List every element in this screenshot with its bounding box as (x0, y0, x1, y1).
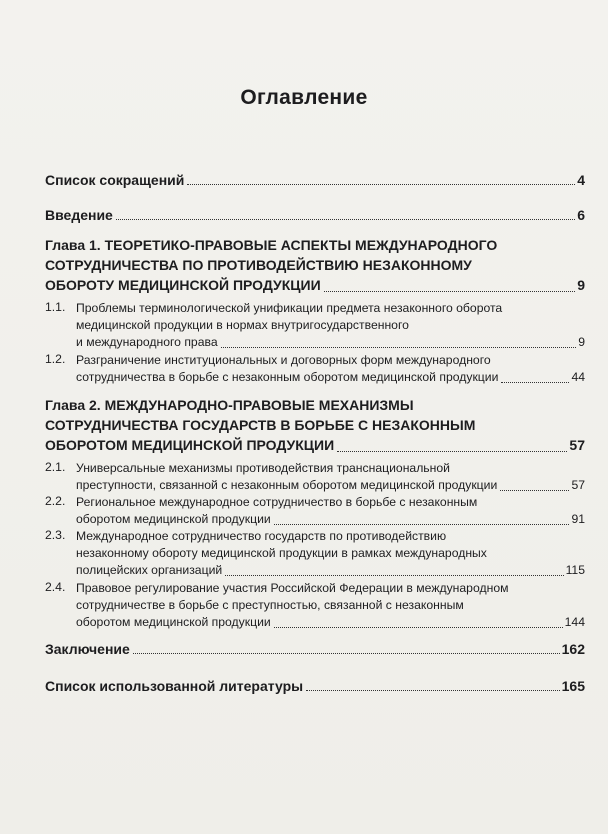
section-title-line: Международное сотрудничество государств по противодействию (76, 529, 447, 543)
section-number: 2.1. (45, 460, 66, 474)
section-number: 2.2. (45, 494, 66, 508)
toc-page-number: 4 (577, 172, 585, 188)
dot-leader (274, 524, 570, 525)
toc-page-number: 6 (577, 207, 585, 223)
toc-section-1-2[interactable] (45, 352, 585, 388)
toc-page-number: 9 (578, 335, 585, 349)
chapter-title-line: Глава 1. ТЕОРЕТИКО-ПРАВОВЫЕ АСПЕКТЫ МЕЖДУНАРОДНОГО (45, 237, 498, 253)
toc-section-2-1[interactable] (45, 460, 585, 494)
section-last-line (76, 477, 585, 494)
dot-leader (337, 451, 567, 452)
toc-section-1-1[interactable] (45, 300, 585, 352)
section-title-line: полицейских организаций (76, 563, 223, 577)
chapter-title-line: СОТРУДНИЧЕСТВА ГОСУДАРСТВ В БОРЬБЕ С НЕЗАКОННЫМ (45, 417, 476, 433)
toc-page-number: 57 (571, 478, 585, 492)
dot-leader (116, 219, 575, 220)
section-title-line: оборотом медицинской продукции (76, 512, 271, 526)
chapter-title-last-line (45, 275, 585, 295)
section-title-line: преступности, связанной с незаконным оборотом медицинской продукции (76, 478, 498, 492)
toc-entry-label: Заключение (45, 641, 130, 657)
toc-chapter-1[interactable] (45, 235, 585, 295)
section-title-line: Универсальные механизмы противодействия транснациональной (76, 461, 450, 475)
dot-leader (187, 184, 575, 185)
toc-entry-abbreviations[interactable] (45, 172, 585, 188)
chapter-title-line: СОТРУДНИЧЕСТВА ПО ПРОТИВОДЕЙСТВИЮ НЕЗАКОННОМУ (45, 257, 472, 273)
toc-page-number: 115 (565, 563, 585, 577)
section-last-line (76, 369, 585, 386)
dot-leader (501, 382, 569, 383)
dot-leader (225, 575, 563, 576)
section-title-line: и международного права (76, 335, 218, 349)
toc-page-number: 9 (577, 277, 585, 293)
section-title-line: сотрудничества в борьбе с незаконным оборотом медицинской продукции (76, 370, 499, 384)
section-title-line: Разграничение институциональных и договорных форм международного (76, 353, 491, 367)
toc-entry-bibliography[interactable] (45, 678, 585, 694)
chapter-title-line: ОБОРОТОМ МЕДИЦИНСКОЙ ПРОДУКЦИИ (45, 437, 335, 453)
section-title-line: Региональное международное сотрудничество в борьбе с незаконным (76, 495, 478, 509)
toc-entry-label: Список использованной литературы (45, 678, 304, 694)
toc-section-2-3[interactable] (45, 528, 585, 579)
chapter-title-last-line (45, 435, 585, 455)
toc-page-number: 144 (564, 615, 585, 629)
dot-leader (274, 627, 563, 628)
section-title-line: сотрудничестве в борьбе с преступностью, связанной с незаконным (76, 598, 464, 612)
section-title-line: Проблемы терминологической унификации предмета незаконного оборота (76, 301, 503, 315)
toc-section-2-4[interactable] (45, 580, 585, 631)
section-title-line: незаконному обороту медицинской продукции в рамках международных (76, 546, 487, 560)
toc-entry-conclusion[interactable] (45, 641, 585, 657)
toc-entry-label: Введение (45, 207, 113, 223)
toc-entry-label: Список сокращений (45, 172, 185, 188)
toc-page-number: 91 (571, 512, 585, 526)
toc-page-number: 44 (571, 370, 585, 384)
section-number: 1.2. (45, 352, 66, 366)
toc-section-2-2[interactable] (45, 494, 585, 528)
page-title: Оглавление (240, 86, 368, 109)
section-number: 1.1. (45, 300, 66, 314)
dot-leader (221, 347, 577, 348)
dot-leader (133, 653, 560, 654)
chapter-title-line: ОБОРОТУ МЕДИЦИНСКОЙ ПРОДУКЦИИ (45, 277, 321, 293)
toc-page-number: 57 (569, 437, 585, 453)
section-last-line (76, 562, 585, 579)
section-last-line (76, 614, 585, 631)
section-last-line (76, 334, 585, 351)
chapter-title-line: Глава 2. МЕЖДУНАРОДНО-ПРАВОВЫЕ МЕХАНИЗМЫ (45, 397, 414, 413)
toc-page-number: 162 (561, 641, 585, 657)
section-title-line: оборотом медицинской продукции (76, 615, 271, 629)
dot-leader (324, 291, 576, 292)
toc-page-number: 165 (561, 678, 585, 694)
section-title-line: медицинской продукции в нормах внутригосударственного (76, 318, 409, 332)
section-number: 2.3. (45, 528, 66, 542)
dot-leader (500, 490, 569, 491)
toc-entry-introduction[interactable] (45, 207, 585, 223)
section-last-line (76, 511, 585, 528)
toc-chapter-2[interactable] (45, 395, 585, 455)
section-title-line: Правовое регулирование участия Российской Федерации в международном (76, 581, 509, 595)
dot-leader (306, 690, 560, 691)
section-number: 2.4. (45, 580, 66, 594)
